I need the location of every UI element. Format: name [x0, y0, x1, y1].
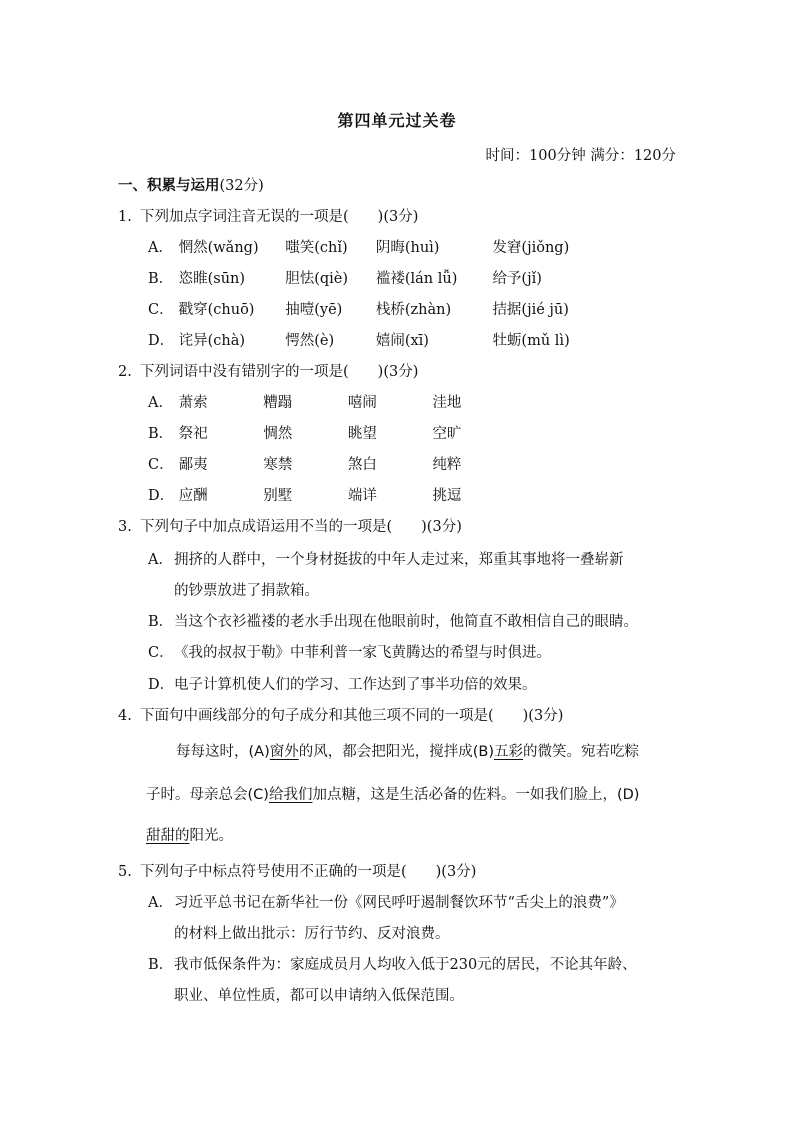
option-word: 嬉闹(xī) — [375, 333, 429, 349]
option-word: 洼地 — [432, 395, 462, 411]
q2-option-d — [148, 486, 461, 506]
q2-option-c — [148, 455, 461, 475]
option-label: A． — [148, 895, 173, 911]
passage-text: 阳光。 — [189, 828, 233, 844]
question-number: 1. — [118, 209, 132, 225]
question-1 — [118, 207, 418, 227]
question-4 — [118, 706, 563, 726]
option-word: 抽噎(yē) — [285, 302, 343, 318]
underlined-phrase-c: 给我们 — [268, 787, 313, 803]
passage-text: 每每这时，(A) — [176, 744, 270, 760]
q5-option-b-continued: 职业、单位性质，都可以申请纳入低保范围。 — [174, 988, 464, 1004]
q3-option-a — [148, 550, 624, 570]
q3-option-b — [148, 612, 638, 632]
option-text: 《我的叔叔于勒》中菲利普一家飞黄腾达的希望与时俱进。 — [174, 645, 551, 661]
option-word: 糟蹋 — [263, 395, 293, 411]
section-label: 一、积累与运用 — [118, 177, 220, 194]
q3-option-c — [148, 643, 551, 663]
option-text: 我市低保条件为：家庭成员月人均收入低于230元的居民，不论其年龄、 — [174, 957, 637, 973]
option-label: B． — [148, 426, 174, 442]
option-word: 萧索 — [178, 395, 208, 411]
option-word: 煞白 — [347, 457, 377, 473]
option-word: 愕然(è) — [285, 333, 335, 349]
option-word: 祭祀 — [178, 426, 208, 442]
underlined-phrase-b: 五彩 — [494, 744, 523, 760]
question-stem: 下列句子中加点成语运用不当的一项是( )(3分) — [140, 519, 462, 535]
option-word: 空旷 — [432, 426, 462, 442]
q1-option-c — [148, 300, 569, 320]
option-word: 给予(jǐ) — [492, 271, 542, 287]
q1-option-b — [148, 269, 542, 289]
option-word: 惆然 — [263, 426, 293, 442]
option-label: D． — [148, 677, 175, 693]
option-label: D． — [148, 333, 175, 349]
passage-text: 的风，都会把阳光，搅拌成(B) — [298, 744, 494, 760]
option-word: 端详 — [347, 488, 377, 504]
section-score: (32分) — [219, 178, 264, 194]
question-number: 2. — [118, 364, 132, 380]
option-word: 挑逗 — [432, 488, 462, 504]
option-word: 眺望 — [347, 426, 377, 442]
option-word: 栈桥(zhàn) — [375, 302, 452, 318]
option-word: 胆怯(qiè) — [285, 271, 349, 287]
question-stem: 下列词语中没有错别字的一项是( )(3分) — [140, 364, 419, 380]
option-word: 阴晦(huì) — [375, 240, 440, 256]
option-label: B． — [148, 614, 174, 630]
option-label: A． — [148, 395, 173, 411]
option-label: A． — [148, 240, 173, 256]
option-text: 习近平总书记在新华社一份《网民呼吁遏制餐饮环节“舌尖上的浪费”》 — [174, 895, 624, 911]
option-text: 拥挤的人群中，一个身材挺拔的中年人走过来，郑重其事地将一叠崭新 — [174, 552, 624, 568]
option-label: D． — [148, 488, 175, 504]
q5-option-b — [148, 955, 637, 975]
question-number: 4. — [118, 708, 132, 724]
q5-option-a-continued: 的材料上做出批示：厉行节约、反对浪费。 — [174, 926, 450, 942]
section-heading — [118, 176, 264, 196]
q3-option-d — [148, 675, 537, 695]
option-label: B． — [148, 271, 174, 287]
question-2 — [118, 362, 418, 382]
exam-info: 时间：100分钟 满分：120分 — [485, 148, 676, 164]
q1-option-d — [148, 331, 570, 351]
option-word: 嗤笑(chǐ) — [285, 240, 348, 256]
q1-option-a — [148, 238, 569, 258]
question-3 — [118, 517, 462, 537]
question-stem: 下面句中画线部分的句子成分和其他三项不同的一项是( )(3分) — [140, 708, 564, 724]
option-word: 拮据(jié jū) — [492, 302, 569, 318]
passage-text: 的微笑。宛若吃粽 — [523, 744, 639, 760]
passage-text: 子时。母亲总会(C) — [146, 787, 269, 803]
option-label: C． — [148, 645, 174, 661]
option-label: B． — [148, 957, 174, 973]
option-word: 寒禁 — [263, 457, 293, 473]
question-number: 5. — [118, 864, 132, 880]
q5-option-a — [148, 893, 624, 913]
underlined-phrase-a: 窗外 — [269, 744, 299, 760]
page-title: 第四单元过关卷 — [337, 111, 457, 130]
option-label: A． — [148, 552, 173, 568]
option-label: C． — [148, 302, 174, 318]
option-label: C． — [148, 457, 174, 473]
question-stem: 下列句子中标点符号使用不正确的一项是( )(3分) — [140, 864, 477, 880]
option-word: 别墅 — [263, 488, 293, 504]
passage-text: 加点糖，这是生活必备的佐料。一如我们脸上，(D) — [312, 787, 640, 803]
option-word: 褴褛(lán lǚ) — [375, 271, 458, 287]
q2-option-b — [148, 424, 461, 444]
option-word: 应酬 — [178, 488, 208, 504]
question-5 — [118, 862, 476, 882]
option-word: 发窘(jiǒng) — [492, 240, 570, 256]
option-text: 电子计算机使人们的学习、工作达到了事半功倍的效果。 — [174, 677, 537, 693]
underlined-phrase-d: 甜甜的 — [146, 828, 190, 844]
option-word: 惘然(wǎng) — [178, 240, 259, 256]
option-word: 诧异(chà) — [178, 333, 246, 349]
option-word: 纯粹 — [432, 457, 462, 473]
q4-passage-line-1 — [176, 742, 639, 762]
option-word: 恣睢(sūn) — [178, 271, 246, 287]
option-word: 嘻闹 — [347, 395, 377, 411]
question-stem: 下列加点字词注音无误的一项是( )(3分) — [140, 209, 419, 225]
option-word: 鄙夷 — [178, 457, 208, 473]
q4-passage-line-2 — [146, 785, 639, 805]
q3-option-a-continued: 的钞票放进了捐款箱。 — [174, 583, 319, 599]
q4-passage-line-3 — [146, 826, 233, 846]
option-text: 当这个衣衫褴褛的老水手出现在他眼前时，他简直不敢相信自己的眼睛。 — [174, 614, 638, 630]
option-word: 牡蛎(mǔ lì) — [492, 333, 570, 349]
q2-option-a — [148, 393, 461, 413]
question-number: 3. — [118, 519, 132, 535]
option-word: 戳穿(chuō) — [178, 302, 255, 318]
